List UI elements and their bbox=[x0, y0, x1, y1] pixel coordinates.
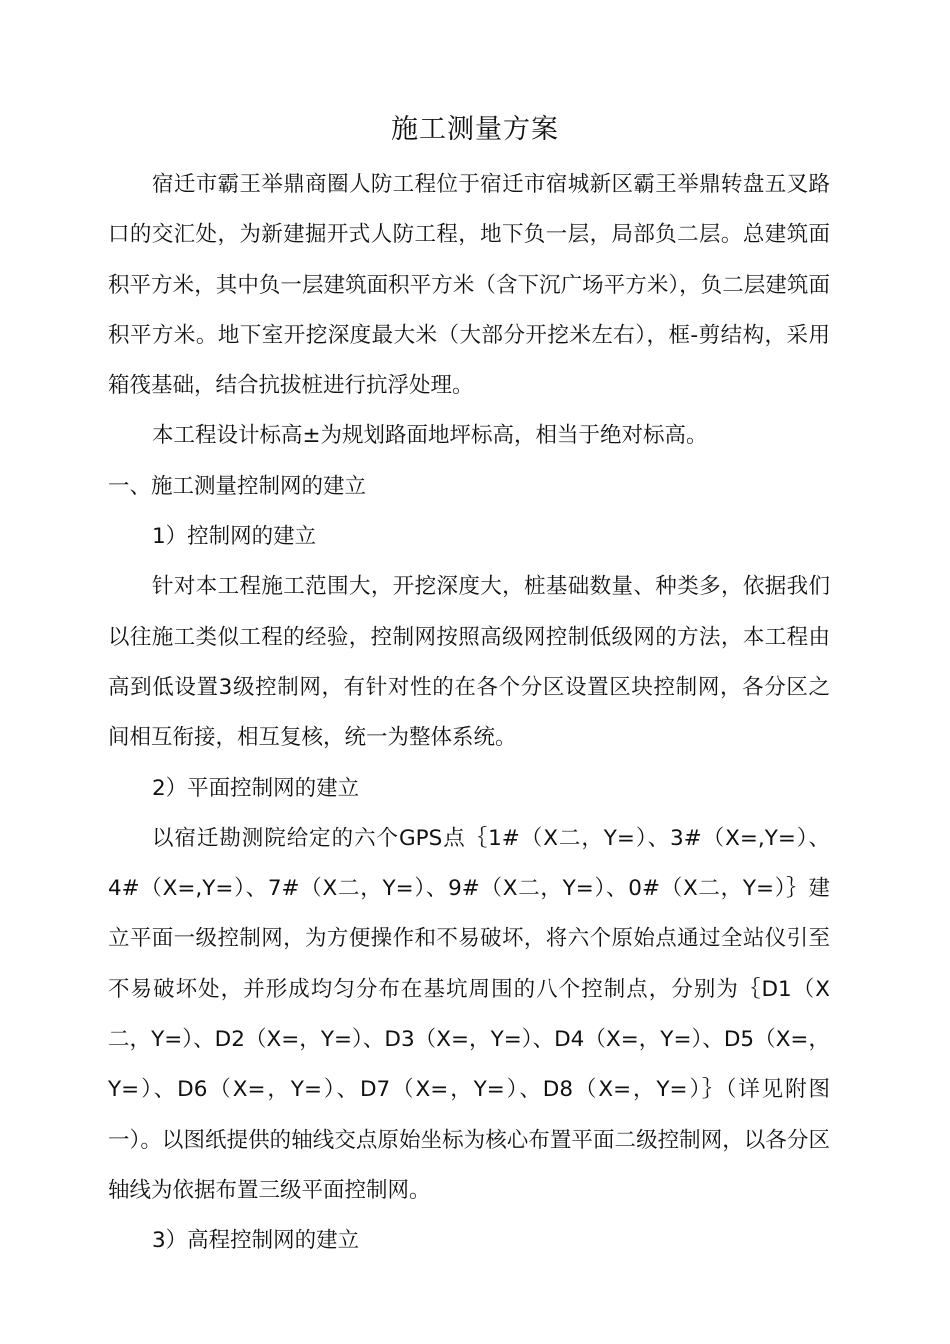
subsection-2-paragraph: 以宿迁勘测院给定的六个GPS点｛1#（X二，Y=）、3#（X=,Y=）、4#（X=,Y=）、7#（X二，Y=）、9#（X二，Y=）、0#（X二，Y=）｝建立平面一级控制网，为方便操作和不易破坏，将六个原始点通过全站仪引至不易破坏处，并形成均匀分布在基坑周围的八个控制点，分别为｛D1（X二，Y=）、D2（X=，Y=）、D3（X=，Y=）、D4（X=，Y=）、D5（X=，Y=）、D6（X=，Y=）、D7（X=，Y=）、D8（X=，Y=）｝（详见附图一）。以图纸提供的轴线交点原始坐标为核心布置平面二级控制网，以各分区轴线为依据布置三级平面控制网。 bbox=[108, 825, 830, 1203]
section-1-heading: 一、施工测量控制网的建立 bbox=[108, 473, 367, 499]
subsection-1-heading: 1）控制网的建立 bbox=[152, 524, 317, 550]
intro-paragraph: 宿迁市霸王举鼎商圈人防工程位于宿迁市宿城新区霸王举鼎转盘五叉路口的交汇处，为新建掘开式人防工程，地下负一层，局部负二层。总建筑面积平方米，其中负一层建筑面积平方米（含下沉广场平方米），负二层建筑面积平方米。地下室开挖深度最大米（大部分开挖米左右），框-剪结构，采用箱筏基础，结合抗拔桩进行抗浮处理。 bbox=[108, 172, 830, 399]
subsection-3-heading: 3）高程控制网的建立 bbox=[152, 1228, 360, 1254]
document-body bbox=[108, 160, 830, 1267]
document-title: 施工测量方案 bbox=[391, 114, 559, 145]
subsection-2-heading: 2）平面控制网的建立 bbox=[152, 775, 360, 801]
elevation-note-paragraph: 本工程设计标高±为规划路面地坪标高，相当于绝对标高。 bbox=[152, 423, 708, 449]
subsection-1-paragraph: 针对本工程施工范围大，开挖深度大，桩基础数量、种类多，依据我们以往施工类似工程的经验，控制网按照高级网控制低级网的方法，本工程由高到低设置3级控制网，有针对性的在各个分区设置区块控制网，各分区之间相互衔接，相互复核，统一为整体系统。 bbox=[108, 574, 830, 751]
